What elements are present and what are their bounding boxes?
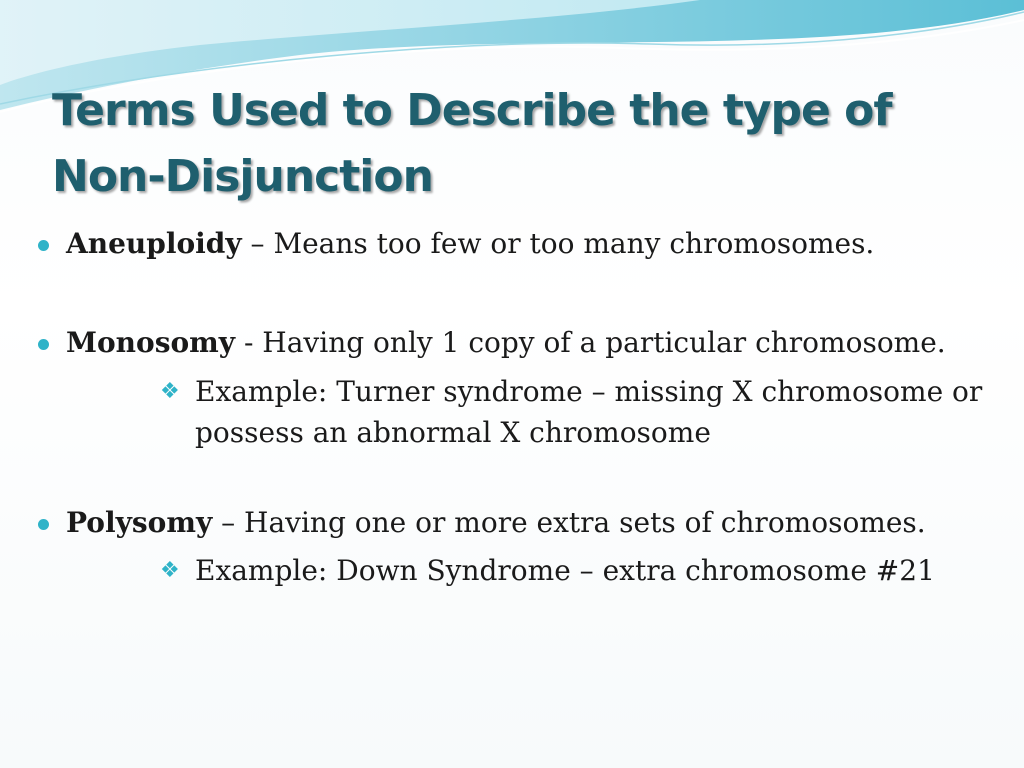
definition-polysomy: – Having one or more extra sets of chromosomes. [212,506,926,539]
definition-monosomy: - Having only 1 copy of a particular chromosome. [235,326,946,359]
slide-title-line-1: Terms Used to Describe the type of [52,85,892,136]
round-bullet-icon [38,519,49,530]
example-polysomy: Example: Down Syndrome – extra chromosome #21 [195,554,935,587]
example-monosomy: Example: Turner syndrome – missing X chromosome or possess an abnormal X chromosome [195,375,983,449]
round-bullet-icon [38,339,49,350]
diamond-bullet-icon: ❖ [160,379,180,404]
definition-aneuploidy: – Means too few or too many chromosomes. [241,227,875,260]
term-aneuploidy: Aneuploidy [66,227,242,260]
round-bullet-icon [38,240,49,251]
term-monosomy: Monosomy [66,326,236,359]
diamond-bullet-icon: ❖ [160,558,180,583]
term-polysomy: Polysomy [66,506,213,539]
slide-title-line-2: Non-Disjunction [52,151,433,202]
